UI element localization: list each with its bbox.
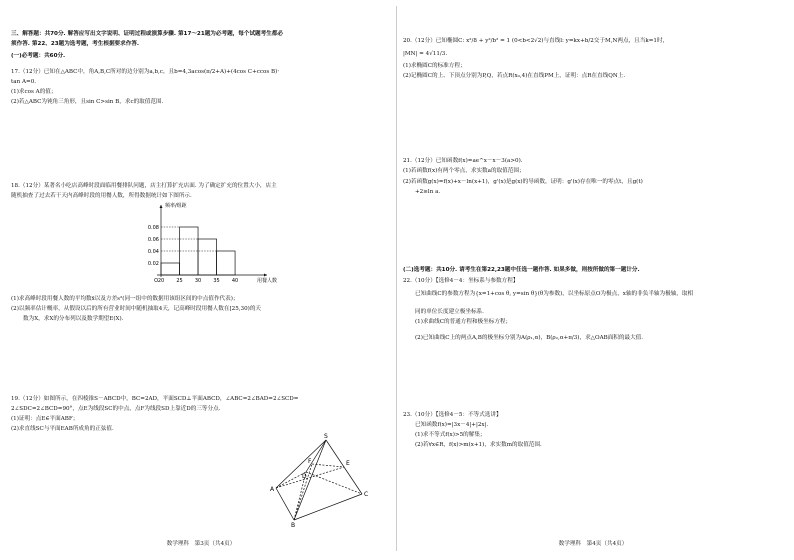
x-tick-label: 25	[176, 278, 183, 284]
y-axis-label: 频率/组距	[165, 203, 187, 209]
q21-part2: (2)若函数g(x)=f(x)+x－ln(x+1)，g'(x)是g(x)的导函数，证明：g'(x)存在唯一的零点t，且g(t)	[403, 179, 643, 185]
q21-part2-cont: +2≥ln a.	[415, 189, 441, 195]
label-E: E	[346, 460, 350, 467]
page-left-footer: 数学理科 第3页（共4页）	[166, 541, 236, 547]
q18-line2: 随机抽查了过去若干天内高峰时段的用餐人数，所得数据统计如下图所示.	[11, 193, 192, 199]
q17-part1: (1)求cos A的值；	[11, 89, 57, 95]
q21-part1: (1)若函数f(x)有两个零点，求实数a的取值范围；	[403, 168, 525, 174]
page-divider	[396, 6, 397, 551]
q23-part2: (2)若∀x∈R，f(x)>m(x+1)，求实数m的取值范围.	[415, 442, 542, 448]
q19-pyramid-figure	[266, 432, 376, 527]
q19-line2: 2∠SDC=2∠BCD=90°，点E为线段SC的中点，点F为线段SD上靠近D的三等分点.	[11, 406, 221, 412]
q22-line2: 已知曲线C的参数方程为{x=1+cos θ, y=sin θ}(θ为参数)，以坐标原点O为极点，x轴的非负半轴为极轴，取相	[415, 291, 694, 297]
histogram-bar	[198, 239, 217, 275]
x-tick-label: 40	[231, 278, 239, 284]
q19-line1: 19.（12分）如图所示，在四棱锥S－ABCD中，BC=2AD，平面SCD⊥平面ABCD，∠ABC=2∠BAD=2∠SCD=	[11, 396, 299, 402]
q22-line1: 22.（10分）【选修4－4：坐标系与参数方程】	[403, 278, 519, 284]
x-tick-label: 30	[194, 278, 202, 284]
x-tick-label: 20	[157, 278, 165, 284]
section-required-title: (一)必考题：共60分.	[11, 53, 66, 59]
q18-part2-cont: 数为X，求X的分布列以及数学期望E(X).	[23, 316, 124, 322]
page-right-footer: 数学理科 第4页（共4页）	[558, 541, 628, 547]
q17-line1: 17.（12分）已知在△ABC中，角A,B,C所对的边分别为a,b,c，且b=4,3acos(π/2+A)+(4cos C+ccos B)·	[11, 69, 280, 75]
q20-line2: |MN| = 4√11/3.	[403, 51, 448, 57]
section3-title: 三、解答题：共70分. 解答应写出文字说明、证明过程或演算步骤. 第17～21题为必考题，每个试题考生都必	[11, 31, 284, 37]
y-axis-arrow	[160, 205, 163, 208]
q22-part1: (1)求曲线C的普通方程和极坐标方程；	[415, 319, 512, 325]
q18-part2: (2)以频率估计概率，从假设以后的所有营业时间中随机抽取4天，记高峰时段用餐人数在[25,30)的天	[11, 306, 262, 312]
label-C: C	[364, 491, 369, 498]
q20-part2: (2)记椭圆C的上、下顶点分别为P,Q，若点R(x₀,4)在直线PM上，证明：点R在直线QN上.	[403, 73, 626, 79]
y-tick-label: 0.04	[147, 249, 159, 255]
page-left	[11, 0, 394, 560]
histogram-bar	[161, 263, 180, 275]
histogram-bar	[217, 251, 236, 275]
label-S: S	[324, 433, 328, 440]
label-D: D	[302, 473, 307, 480]
q19-part1: (1)证明：点E∈平面ABF；	[11, 416, 79, 422]
x-axis-label: 用餐人数	[257, 278, 278, 284]
y-tick-label: 0.02	[147, 261, 159, 267]
q20-part1: (1)求椭圆C的标准方程；	[403, 63, 466, 69]
y-tick-label: 0.08	[147, 225, 159, 231]
q19-part2: (2)求直线SC与平面EAB所成角的正弦值.	[11, 426, 114, 432]
q18-line1: 18.（12分）某著名小吃店高峰时段面临用餐排队问题，店主打算扩充店面. 为了确定扩充的位置大小，店主	[11, 183, 277, 189]
q23-line2: 已知函数f(x)=|3x－4|+|2x|.	[415, 422, 489, 428]
q20-line1: 20.（12分）已知椭圆C: x²/8 + y²/b² = 1 (0<b<2√2)与直线l: y=kx+b/2交于M,N两点，且当k=1时，	[403, 38, 669, 44]
x-tick-label: 35	[213, 278, 220, 284]
page-right	[403, 0, 786, 560]
label-A: A	[270, 486, 275, 493]
q17-part2: (2)若△ABC为钝角三角形，且sin C>sin B，求c的取值范围.	[11, 99, 164, 105]
q23-part1: (1)求不等式f(x)>5的解集；	[415, 432, 486, 438]
label-B: B	[291, 522, 296, 527]
q18-part1: (1)求高峰时段用餐人数的平均数x̄以及方差s²(同一组中的数据用该组区间的中点值作代表)；	[11, 296, 239, 302]
q18-histogram	[131, 200, 281, 290]
x-axis-arrow	[264, 274, 267, 277]
q22-line3: 同的单位长度建立极坐标系.	[415, 309, 484, 315]
section-optional-title: (二)选考题：共10分. 请考生在第22,23题中任选一题作答. 如果多做，则按所做的第一题计分.	[403, 267, 640, 273]
origin-label: O	[154, 278, 158, 284]
label-F: F	[308, 458, 312, 465]
q17-line2: tan A=0.	[11, 79, 37, 85]
y-tick-label: 0.06	[147, 237, 159, 243]
q22-part2: (2)已知曲线C上的两点A,B的极坐标分别为A(ρ₁,α)，B(ρ₂,α+π/3)，求△OAB面积的最大值.	[415, 335, 644, 341]
q23-line1: 23.（10分）【选修4－5：不等式选讲】	[403, 412, 502, 418]
section3-title-cont: 须作答. 第22、23题为选考题，考生根据要求作答.	[11, 41, 140, 47]
q21-line1: 21.（12分）已知函数f(x)=ae^x－x－3(a>0).	[403, 158, 523, 164]
